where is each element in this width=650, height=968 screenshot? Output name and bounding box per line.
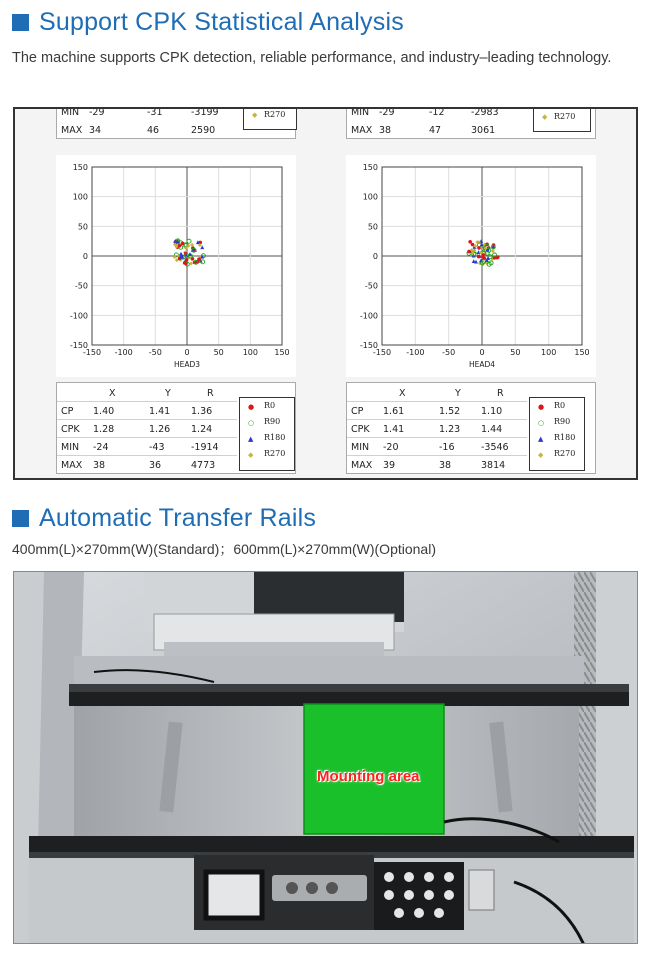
legend-label: R180: [264, 433, 286, 442]
data-point-r180: [472, 259, 476, 263]
table-divider: [347, 437, 527, 438]
table-cell: 36: [149, 460, 162, 471]
legend-label: R270: [554, 449, 576, 458]
stats-table-head4: [346, 382, 596, 474]
section-title-text: Automatic Transfer Rails: [39, 504, 317, 532]
title-square-icon: [12, 510, 29, 527]
y-tick-label: 0: [82, 252, 88, 261]
table-divider: [347, 401, 527, 402]
x-tick-label: -150: [82, 348, 102, 357]
y-tick-label: -100: [359, 311, 378, 321]
legend-r270-symbol: ◆: [252, 111, 258, 119]
data-point-r0: [477, 255, 481, 259]
legend-r180-symbol: ▲: [538, 435, 544, 443]
x-tick-label: 0: [479, 348, 485, 357]
data-point-r0: [185, 258, 189, 262]
cpk-right-panel: [346, 109, 638, 480]
table-cell: 3061: [471, 125, 496, 136]
table-divider: [347, 419, 527, 420]
scatter-plot-head4: [346, 155, 596, 377]
data-point-r0: [181, 242, 185, 246]
row-label: MAX: [351, 125, 373, 136]
row-label: MAX: [61, 125, 83, 136]
table-cell: -3546: [481, 442, 509, 453]
row-label: CPK: [61, 424, 80, 435]
legend-r270-symbol: ◆: [538, 451, 544, 459]
table-divider: [347, 455, 527, 456]
row-label: MIN: [351, 107, 370, 118]
y-tick-label: 50: [77, 222, 88, 232]
table-cell: 34: [89, 125, 102, 136]
legend-label: R90: [264, 417, 281, 426]
table-header-cell: Y: [165, 388, 171, 399]
title-square-icon: [12, 14, 29, 31]
section-title-cpk: [12, 8, 404, 37]
row-label: CP: [61, 406, 74, 417]
table-header-cell: Y: [455, 388, 461, 399]
data-point-r0: [468, 240, 472, 244]
y-tick-label: 50: [367, 222, 378, 232]
data-point-r0: [477, 246, 481, 250]
scatter-svg: [56, 155, 296, 377]
legend-label: R180: [554, 433, 576, 442]
legend-label: R0: [264, 401, 276, 410]
scatter-plot-head3: [56, 155, 296, 377]
legend-r270-symbol: ◆: [542, 113, 548, 121]
table-cell: 4773: [191, 460, 216, 471]
section-description: The machine supports CPK detection, reliable performance, and industry–leading technology.: [12, 50, 612, 66]
y-tick-label: 100: [362, 192, 378, 202]
table-divider: [57, 455, 237, 456]
legend-label: R90: [554, 417, 571, 426]
data-point-r0: [481, 255, 485, 259]
table-cell: 46: [147, 125, 160, 136]
data-point-r0: [178, 244, 182, 248]
table-cell: 1.52: [439, 406, 461, 417]
legend-r0-symbol: ●: [538, 403, 545, 411]
legend-box: [239, 397, 295, 471]
x-axis-label: HEAD3: [173, 360, 201, 369]
table-cell: -3199: [191, 107, 219, 118]
table-cell: 2590: [191, 125, 216, 136]
row-label: MAX: [351, 460, 373, 471]
table-cell: -31: [147, 107, 163, 118]
data-point-r270: [189, 261, 193, 265]
legend-box: [533, 107, 591, 132]
mounting-area-label: Mounting area: [317, 768, 420, 785]
legend-box: [243, 107, 297, 130]
table-cell: 1.44: [481, 424, 503, 435]
table-cell: -29: [379, 107, 395, 118]
table-cell: -1914: [191, 442, 219, 453]
x-tick-label: 150: [574, 348, 590, 357]
table-cell: -29: [89, 107, 105, 118]
table-cell: 1.40: [93, 406, 115, 417]
table-divider: [57, 437, 237, 438]
table-cell: 3814: [481, 460, 506, 471]
y-tick-label: 150: [72, 163, 88, 172]
table-cell: -16: [439, 442, 455, 453]
table-cell: -2983: [471, 107, 499, 118]
table-cell: 47: [429, 125, 442, 136]
x-tick-label: -100: [114, 348, 133, 357]
x-tick-label: 100: [541, 348, 557, 357]
x-tick-label: -150: [372, 348, 392, 357]
table-cell: 1.26: [149, 424, 171, 435]
table-cell: 1.41: [383, 424, 405, 435]
table-cell: 1.41: [149, 406, 171, 417]
table-cell: 1.24: [191, 424, 213, 435]
row-label: MIN: [61, 107, 80, 118]
legend-label: R270: [554, 112, 576, 121]
x-tick-label: 50: [510, 348, 521, 357]
data-point-r180: [179, 252, 183, 256]
table-header-cell: R: [497, 388, 504, 399]
legend-label: R270: [264, 110, 286, 119]
x-axis-label: HEAD4: [468, 360, 496, 369]
table-divider: [57, 419, 237, 420]
y-tick-label: -100: [69, 311, 88, 321]
x-tick-label: -100: [406, 348, 425, 357]
section-title-rails: [12, 504, 316, 533]
table-divider: [57, 401, 237, 402]
x-tick-label: 100: [242, 348, 258, 357]
x-tick-label: 0: [184, 348, 190, 357]
legend-r180-symbol: ▲: [248, 435, 254, 443]
legend-label: R0: [554, 401, 566, 410]
table-cell: 1.23: [439, 424, 461, 435]
table-cell: -12: [429, 107, 445, 118]
table-cell: -20: [383, 442, 399, 453]
table-cell: 1.61: [383, 406, 405, 417]
legend-label: R270: [264, 449, 286, 458]
table-cell: 1.10: [481, 406, 503, 417]
data-point-r0: [183, 261, 187, 265]
data-point-r270: [491, 249, 495, 253]
legend-r90-symbol: ○: [248, 419, 255, 427]
section-description: 400mm(L)×270mm(W)(Standard)；600mm(L)×270mm(W)(Optional): [12, 541, 436, 557]
table-cell: 38: [379, 125, 392, 136]
partial-stats-table: [56, 107, 296, 139]
table-cell: -43: [149, 442, 165, 453]
x-tick-label: 150: [274, 348, 290, 357]
x-tick-label: 50: [213, 348, 224, 357]
table-cell: 38: [439, 460, 452, 471]
table-header-cell: X: [109, 388, 116, 399]
stats-table-head3: [56, 382, 296, 474]
table-cell: 38: [93, 460, 106, 471]
y-tick-label: 100: [72, 192, 88, 202]
row-label: MIN: [61, 442, 80, 453]
row-label: CP: [351, 406, 364, 417]
legend-r270-symbol: ◆: [248, 451, 254, 459]
row-label: CPK: [351, 424, 370, 435]
x-tick-label: -50: [442, 348, 456, 357]
scatter-svg: [346, 155, 596, 377]
y-tick-label: -50: [74, 281, 88, 291]
legend-r90-symbol: ○: [538, 419, 545, 427]
y-tick-label: 0: [372, 252, 378, 261]
machine-illustration: [14, 572, 638, 944]
cpk-analysis-panel: [13, 107, 638, 480]
transfer-rails-photo: [13, 571, 638, 944]
table-cell: 39: [383, 460, 396, 471]
data-point-r270: [190, 243, 194, 247]
y-tick-label: 150: [362, 163, 378, 172]
section-title-text: Support CPK Statistical Analysis: [39, 8, 404, 36]
table-header-cell: R: [207, 388, 214, 399]
y-tick-label: -50: [364, 281, 378, 291]
y-tick-label: -150: [359, 341, 378, 350]
x-tick-label: -50: [148, 348, 162, 357]
y-tick-label: -150: [69, 341, 88, 350]
table-cell: 1.36: [191, 406, 213, 417]
legend-box: [529, 397, 585, 471]
table-cell: 1.28: [93, 424, 115, 435]
cpk-left-panel: [56, 109, 356, 480]
legend-r0-symbol: ●: [248, 403, 255, 411]
table-header-cell: X: [399, 388, 406, 399]
row-label: MIN: [351, 442, 370, 453]
data-point-r90: [187, 239, 191, 243]
table-cell: -24: [93, 442, 109, 453]
partial-stats-table: [346, 107, 596, 139]
data-point-r0: [467, 250, 471, 254]
row-label: MAX: [61, 460, 83, 471]
